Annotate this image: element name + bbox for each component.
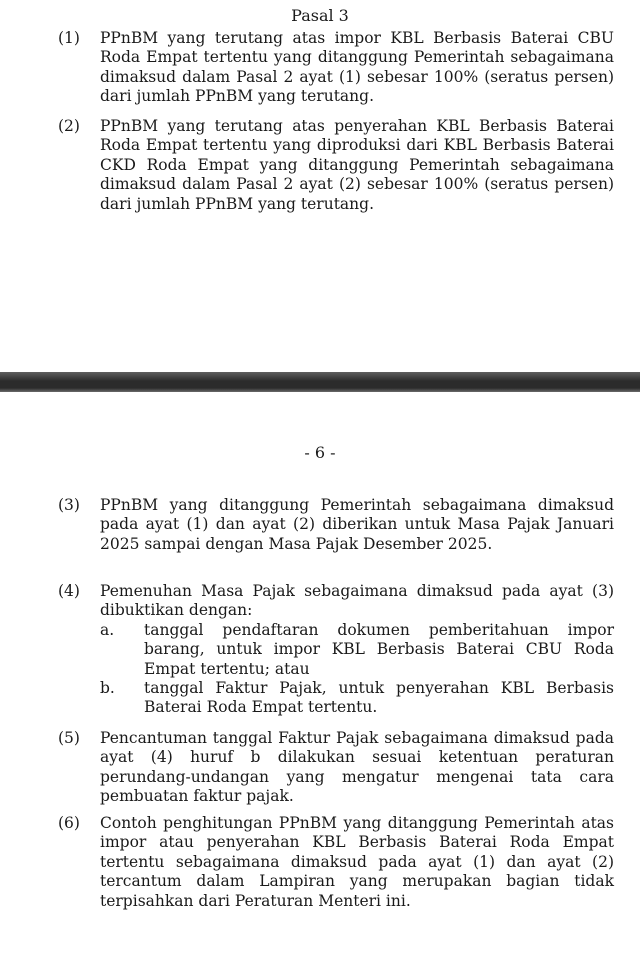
paragraph-number: (4)	[58, 582, 80, 600]
subitem-letter: a.	[100, 620, 115, 639]
subitem-letter: b.	[100, 679, 115, 698]
paragraph-text: PPnBM yang ditanggung Pemerintah sebagaimana dimaksud pada ayat (1) dan ayat (2) diberikan untuk Masa Pajak Januari 2025 sampai dengan Masa Pajak Desember 2025.	[100, 496, 614, 553]
paragraph-6	[58, 814, 614, 911]
paragraph-text: PPnBM yang terutang atas penyerahan KBL Berbasis Baterai Roda Empat tertentu yang diproduksi dari KBL Berbasis Baterai CKD Roda Empat yang ditanggung Pemerintah sebagaimana dimaksud dalam Pasal 2 ayat (2) sebesar 100% (seratus persen) dari jumlah PPnBM yang terutang.	[100, 117, 614, 213]
subitem-text: tanggal pendaftaran dokumen pemberitahuan impor barang, untuk impor KBL Berbasis Baterai CBU Roda Empat tertentu; atau	[144, 620, 614, 678]
subitem-b	[100, 679, 614, 718]
paragraph-3	[58, 496, 614, 554]
paragraph-number: (1)	[58, 29, 80, 47]
page-number: - 6 -	[304, 443, 336, 462]
paragraph-number: (3)	[58, 496, 80, 514]
paragraph-1	[58, 29, 614, 107]
paragraph-5	[58, 729, 614, 807]
paragraph-text: Contoh penghitungan PPnBM yang ditanggung Pemerintah atas impor atau penyerahan KBL Berbasis Baterai Roda Empat tertentu sebagaimana dimaksud pada ayat (1) dan ayat (2) tercantum dalam Lampiran yang merupakan bagian tidak terpisahkan dari Peraturan Menteri ini.	[100, 814, 614, 910]
paragraph-number: (6)	[58, 814, 80, 832]
paragraph-2	[58, 117, 614, 214]
paragraph-number: (2)	[58, 117, 80, 135]
document-page-top	[0, 0, 640, 372]
paragraph-text: Pencantuman tanggal Faktur Pajak sebagaimana dimaksud pada ayat (4) huruf b dilakukan sesuai ketentuan peraturan perundang-undangan yang mengatur mengenai tata cara pembuatan faktur pajak.	[100, 729, 614, 806]
paragraph-number: (5)	[58, 729, 80, 747]
article-title: Pasal 3	[291, 6, 349, 25]
paragraph-4	[58, 582, 614, 718]
subitem-a	[100, 621, 614, 679]
paragraph-text: Pemenuhan Masa Pajak sebagaimana dimaksud pada ayat (3) dibuktikan dengan:	[100, 582, 614, 620]
subitem-text: tanggal Faktur Pajak, untuk penyerahan KBL Berbasis Baterai Roda Empat tertentu.	[144, 679, 614, 717]
page-separator	[0, 372, 640, 392]
paragraph-text: PPnBM yang terutang atas impor KBL Berbasis Baterai CBU Roda Empat tertentu yang ditanggung Pemerintah sebagaimana dimaksud dalam Pasal 2 ayat (1) sebesar 100% (seratus persen) dari jumlah PPnBM yang terutang.	[100, 29, 614, 106]
